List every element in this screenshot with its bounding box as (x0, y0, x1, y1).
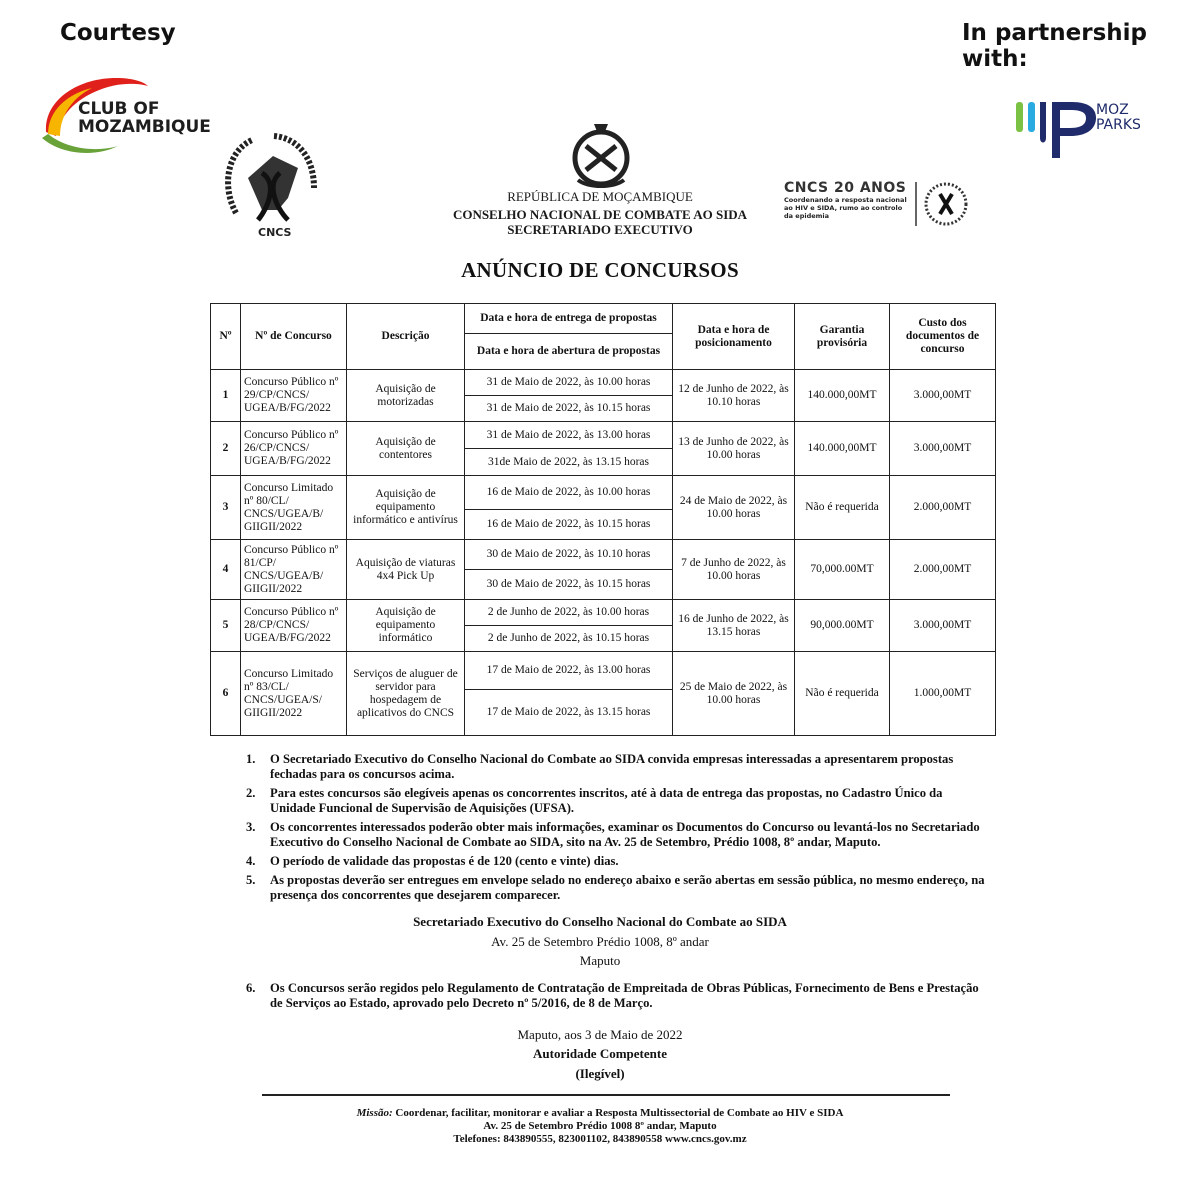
tender-number: Concurso Limitado nº 83/CL/ CNCS/UGEA/S/ GIIGII/2022 (241, 652, 347, 736)
address-city: Maputo (579, 953, 621, 968)
col-header-custo: Custo dos documentos de concurso (890, 304, 996, 370)
cncs20-title: CNCS 20 ANOS (784, 180, 907, 196)
note-text: O período de validade das propostas é de 120 (cento e vinte) dias. (270, 854, 619, 868)
submission-datetime: 16 de Maio de 2022, às 10.00 horas (465, 476, 673, 510)
signature-name: (Ilegível) (575, 1066, 625, 1081)
submission-datetime: 31 de Maio de 2022, às 13.00 horas (465, 422, 673, 449)
document-title: ANÚNCIO DE CONCURSOS (461, 258, 739, 282)
cncs20-tagline-2: ao HIV e SIDA, rumo ao controlo (784, 204, 903, 212)
document-cost: 2.000,00MT (890, 540, 996, 600)
notes-list (246, 752, 991, 907)
positioning-datetime: 25 de Maio de 2022, às 10.00 horas (673, 652, 795, 736)
provisional-guarantee: 140.000,00MT (795, 370, 890, 422)
positioning-datetime: 13 de Junho de 2022, às 10.00 horas (673, 422, 795, 476)
note-number: 5. (246, 873, 256, 887)
table-row (211, 652, 996, 690)
mozparks-logo-text (1096, 103, 1141, 133)
table-row (211, 476, 996, 510)
tender-number: Concurso Público nº 26/CP/CNCS/ UGEA/B/FG/2022 (241, 422, 347, 476)
svg-text:CNCS: CNCS (258, 226, 292, 239)
provisional-guarantee: 70,000.00MT (795, 540, 890, 600)
opening-datetime: 17 de Maio de 2022, às 13.15 horas (465, 690, 673, 736)
footer-address: Av. 25 de Setembro Prédio 1008 8º andar, Maputo (483, 1120, 717, 1132)
note-item (246, 752, 991, 782)
tender-description: Aquisição de contentores (347, 422, 465, 476)
footer-mission (300, 1107, 900, 1120)
cncs20-tagline-1: Coordenando a resposta nacional (784, 196, 907, 204)
cncs20-tagline-3: da epidemia (784, 212, 830, 220)
opening-datetime: 31de Maio de 2022, às 13.15 horas (465, 449, 673, 476)
council-heading: CONSELHO NACIONAL DE COMBATE AO SIDA (452, 207, 748, 222)
positioning-datetime: 16 de Junho de 2022, às 13.15 horas (673, 600, 795, 652)
note-number: 3. (246, 820, 256, 834)
tender-number: Concurso Público nº 81/CP/ CNCS/UGEA/B/ GIIGII/2022 (241, 540, 347, 600)
address-street: Av. 25 de Setembro Prédio 1008, 8º andar (491, 934, 709, 949)
note-item (246, 854, 991, 869)
footer-phones: Telefones: 843890555, 823001102, 843890558 www.cncs.gov.mz (453, 1133, 747, 1145)
submission-datetime: 17 de Maio de 2022, às 13.00 horas (465, 652, 673, 690)
row-number: 6 (211, 652, 241, 736)
positioning-datetime: 24 de Maio de 2022, às 10.00 horas (673, 476, 795, 540)
note-item (246, 786, 991, 816)
partnership-label: In partnership with: (962, 20, 1147, 72)
row-number: 5 (211, 600, 241, 652)
note-number: 2. (246, 786, 256, 800)
submission-datetime: 30 de Maio de 2022, às 10.10 horas (465, 540, 673, 570)
mozparks-line-2: PARKS (1096, 117, 1141, 133)
provisional-guarantee: Não é requerida (795, 476, 890, 540)
positioning-datetime: 7 de Junho de 2022, às 10.00 horas (673, 540, 795, 600)
opening-datetime: 30 de Maio de 2022, às 10.15 horas (465, 570, 673, 600)
note-text: Os concorrentes interessados poderão obter mais informações, examinar os Documentos do Concurso ou levantá-los no Secretariado Executivo do Conselho Nacional de Combate ao SIDA, sito na Av. 25 de Setembro, Prédio 1008, 8º andar, Maputo. (270, 820, 980, 849)
opening-datetime: 2 de Junho de 2022, às 10.15 horas (465, 626, 673, 652)
tender-description: Aquisição de equipamento informático (347, 600, 465, 652)
address-organisation: Secretariado Executivo do Conselho Nacional do Combate ao SIDA (413, 914, 787, 929)
footer-divider (262, 1094, 950, 1096)
positioning-datetime: 12 de Junho de 2022, às 10.10 horas (673, 370, 795, 422)
note-item (246, 981, 991, 1011)
courtesy-label: Courtesy (60, 20, 176, 46)
col-header-garantia: Garantia provisória (795, 304, 890, 370)
submission-datetime: 2 de Junho de 2022, às 10.00 horas (465, 600, 673, 626)
tender-number: Concurso Limitado nº 80/CL/ CNCS/UGEA/B/ GIIGII/2022 (241, 476, 347, 540)
table-header-row-1 (211, 304, 996, 334)
secretariat-heading: SECRETARIADO EXECUTIVO (507, 222, 693, 237)
document-cost: 1.000,00MT (890, 652, 996, 736)
note-number: 1. (246, 752, 256, 766)
document-cost: 3.000,00MT (890, 370, 996, 422)
tender-description: Aquisição de motorizadas (347, 370, 465, 422)
submission-datetime: 31 de Maio de 2022, às 10.00 horas (465, 370, 673, 396)
note-text: Para estes concursos são elegíveis apenas os concorrentes inscritos, até à data de entrega das propostas, no Cadastro Único da Unidade Funcional de Supervisão de Aquisições (UFSA). (270, 786, 943, 815)
note-item (246, 820, 991, 850)
note-number: 4. (246, 854, 256, 868)
republic-heading: REPÚBLICA DE MOÇAMBIQUE (507, 189, 693, 204)
table-row (211, 600, 996, 626)
table-row (211, 540, 996, 570)
club-logo-line-2: MOZAMBIQUE (78, 117, 211, 137)
provisional-guarantee: 90,000.00MT (795, 600, 890, 652)
mozambique-emblem (568, 120, 634, 190)
tender-description: Serviços de aluguer de servidor para hospedagem de aplicativos do CNCS (347, 652, 465, 736)
table-row (211, 370, 996, 396)
table-row (211, 422, 996, 449)
row-number: 4 (211, 540, 241, 600)
col-header-entrega: Data e hora de entrega de propostas (465, 304, 673, 334)
opening-datetime: 16 de Maio de 2022, às 10.15 horas (465, 510, 673, 540)
col-header-n: Nº (211, 304, 241, 370)
signature-date: Maputo, aos 3 de Maio de 2022 (517, 1027, 683, 1042)
club-logo-text (78, 100, 211, 136)
signature-authority: Autoridade Competente (533, 1046, 667, 1061)
col-header-abertura: Data e hora de abertura de propostas (465, 334, 673, 370)
tender-description: Aquisição de viaturas 4x4 Pick Up (347, 540, 465, 600)
provisional-guarantee: Não é requerida (795, 652, 890, 736)
note-text: Os Concursos serão regidos pelo Regulamento de Contratação de Empreitada de Obras Públicas, Fornecimento de Bens e Prestação de Serviços ao Estado, aprovado pelo Decreto nº 5/2016, de 8 de Março. (270, 981, 979, 1010)
col-header-posicionamento: Data e hora de posicionamento (673, 304, 795, 370)
document-cost: 3.000,00MT (890, 600, 996, 652)
note-text: As propostas deverão ser entregues em envelope selado no endereço abaixo e serão abertas em sessão pública, no mesmo endereço, na presença dos concorrentes que desejarem comparecer. (270, 873, 985, 902)
cncs20-ribbon-icon (912, 180, 972, 232)
opening-datetime: 31 de Maio de 2022, às 10.15 horas (465, 396, 673, 422)
tender-description: Aquisição de equipamento informático e antivírus (347, 476, 465, 540)
tender-table (210, 303, 996, 736)
document-cost: 3.000,00MT (890, 422, 996, 476)
tender-number: Concurso Público nº 28/CP/CNCS/ UGEA/B/FG/2022 (241, 600, 347, 652)
row-number: 2 (211, 422, 241, 476)
footer-mission-label: Missão: (356, 1107, 393, 1119)
note-text: O Secretariado Executivo do Conselho Nacional do Combate ao SIDA convida empresas interessadas a apresentarem propostas fechadas para os concursos acima. (270, 752, 954, 781)
note-item (246, 873, 991, 903)
col-header-descricao: Descrição (347, 304, 465, 370)
mozparks-line-1: MOZ (1096, 102, 1129, 118)
club-logo-line-1: CLUB OF (78, 99, 160, 119)
row-number: 3 (211, 476, 241, 540)
row-number: 1 (211, 370, 241, 422)
cncs-20-anos-logo (784, 180, 984, 236)
tender-number: Concurso Público nº 29/CP/CNCS/ UGEA/B/FG/2022 (241, 370, 347, 422)
provisional-guarantee: 140.000,00MT (795, 422, 890, 476)
cncs-seal (218, 128, 328, 243)
footer-mission-text: Coordenar, facilitar, monitorar e avaliar a Resposta Multissectorial de Combate ao HIV e SIDA (395, 1107, 844, 1119)
note-number: 6. (246, 981, 256, 995)
document-cost: 2.000,00MT (890, 476, 996, 540)
col-header-concurso: Nº de Concurso (241, 304, 347, 370)
